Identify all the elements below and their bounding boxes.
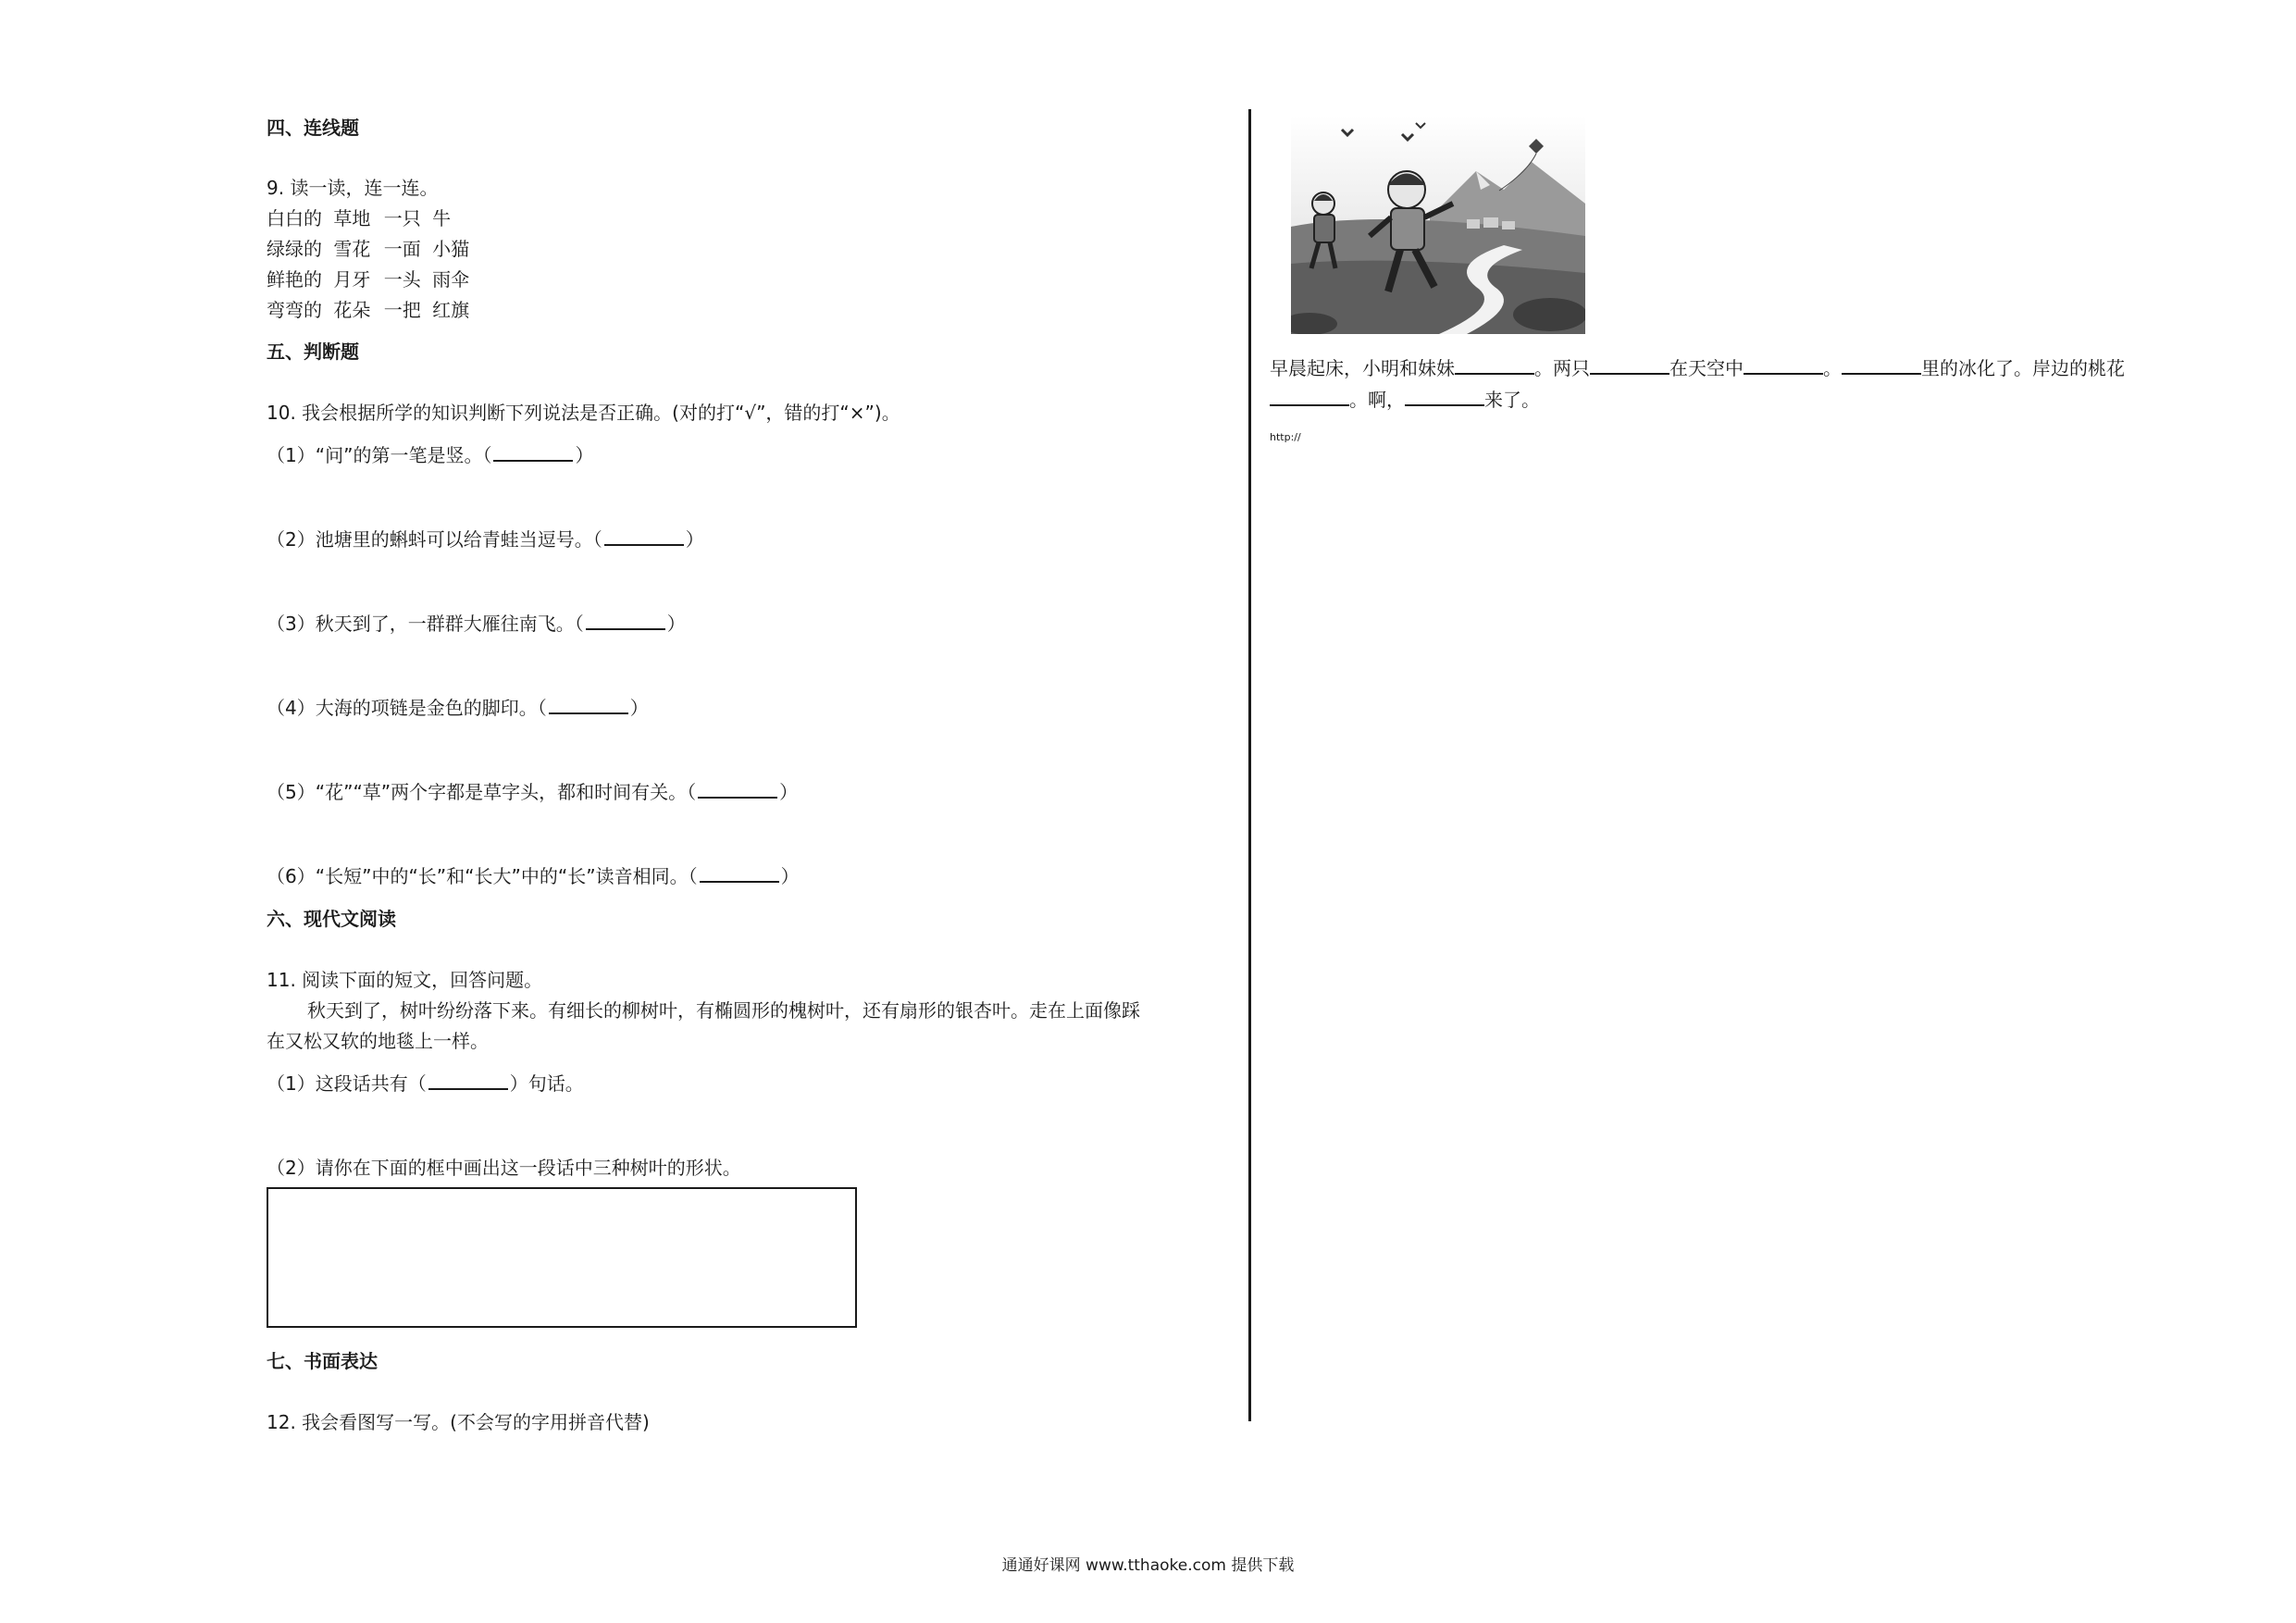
match-noun: 月牙 bbox=[333, 268, 371, 291]
question-10-prompt: 10. 我会根据所学的知识判断下列说法是否正确。(对的打“√”，错的打“×”)。 bbox=[267, 402, 900, 424]
drawing-box[interactable] bbox=[267, 1187, 857, 1328]
writing-blank[interactable] bbox=[1405, 388, 1484, 406]
match-adjective: 鲜艳的 bbox=[267, 268, 322, 291]
match-object: 红旗 bbox=[432, 299, 470, 321]
writing-blank[interactable] bbox=[1270, 388, 1349, 406]
judgement-item: （5）“花”“草”两个字都是草字头，都和时间有关。（ ） bbox=[267, 781, 799, 803]
reading-subquestion-2: （2）请你在下面的框中画出这一段话中三种树叶的形状。 bbox=[267, 1157, 741, 1179]
answer-blank[interactable] bbox=[493, 443, 573, 462]
judgement-item: （2）池塘里的蝌蚪可以给青蛙当逗号。（ ） bbox=[267, 528, 704, 551]
match-noun: 草地 bbox=[333, 207, 371, 229]
picture-writing-line-2: 。啊， 来了。 bbox=[1270, 385, 1540, 412]
question-12-prompt: 12. 我会看图写一写。(不会写的字用拼音代替) bbox=[267, 1411, 650, 1433]
match-adjective: 绿绿的 bbox=[267, 238, 322, 260]
picture-writing-line-1: 早晨起床，小明和妹妹 。两只 在天空中 。 里的冰化了。岸边的桃花 bbox=[1270, 357, 2125, 379]
section-7-heading: 七、书面表达 bbox=[267, 1350, 378, 1372]
left-column bbox=[267, 0, 1238, 1623]
match-row bbox=[267, 265, 469, 291]
question-11-prompt: 11. 阅读下面的短文，回答问题。 bbox=[267, 969, 543, 991]
match-measure: 一把 bbox=[383, 299, 421, 321]
answer-blank[interactable] bbox=[604, 527, 684, 546]
answer-blank[interactable] bbox=[549, 696, 628, 714]
judgement-item: （4）大海的项链是金色的脚印。（ ） bbox=[267, 697, 649, 719]
answer-blank[interactable] bbox=[700, 864, 779, 883]
right-column bbox=[1270, 0, 2251, 1623]
column-divider bbox=[1248, 109, 1251, 1421]
answer-blank[interactable] bbox=[698, 780, 777, 799]
answer-blank[interactable] bbox=[586, 612, 665, 630]
passage-line: 在又松又软的地毯上一样。 bbox=[267, 1030, 489, 1052]
match-object: 雨伞 bbox=[432, 268, 470, 291]
section-5-heading: 五、判断题 bbox=[267, 341, 359, 363]
match-measure: 一只 bbox=[383, 207, 421, 229]
match-noun: 花朵 bbox=[333, 299, 371, 321]
section-4-heading: 四、连线题 bbox=[267, 117, 359, 139]
match-measure: 一头 bbox=[383, 268, 421, 291]
match-object: 牛 bbox=[432, 207, 452, 229]
answer-blank[interactable] bbox=[428, 1072, 508, 1090]
match-row bbox=[267, 234, 469, 261]
match-row bbox=[267, 295, 469, 322]
writing-blank[interactable] bbox=[1744, 356, 1823, 375]
match-noun: 雪花 bbox=[333, 238, 371, 260]
judgement-item: （3）秋天到了，一群群大雁往南飞。（ ） bbox=[267, 613, 686, 635]
judgement-item: （6）“长短”中的“长”和“长大”中的“长”读音相同。（ ） bbox=[267, 865, 800, 887]
reading-subquestion-1: （1）这段话共有（ ）句话。 bbox=[267, 1072, 584, 1095]
writing-blank[interactable] bbox=[1590, 356, 1669, 375]
page-footer: 通通好课网 www.tthaoke.com 提供下载 bbox=[1001, 1556, 1295, 1575]
match-row bbox=[267, 204, 451, 230]
passage-line: 秋天到了，树叶纷纷落下来。有细长的柳树叶，有椭圆形的槐树叶，还有扇形的银杏叶。走在上面像踩 bbox=[307, 999, 1140, 1022]
section-6-heading: 六、现代文阅读 bbox=[267, 908, 396, 930]
match-adjective: 弯弯的 bbox=[267, 299, 322, 321]
match-adjective: 白白的 bbox=[267, 207, 322, 229]
writing-blank[interactable] bbox=[1842, 356, 1921, 375]
match-measure: 一面 bbox=[383, 238, 421, 260]
judgement-item: （1）“问”的第一笔是竖。（ ） bbox=[267, 444, 594, 466]
match-object: 小猫 bbox=[432, 238, 470, 260]
small-url-text: http:// bbox=[1270, 431, 1301, 443]
question-9-prompt: 9. 读一读，连一连。 bbox=[267, 177, 439, 199]
writing-blank[interactable] bbox=[1455, 356, 1534, 375]
